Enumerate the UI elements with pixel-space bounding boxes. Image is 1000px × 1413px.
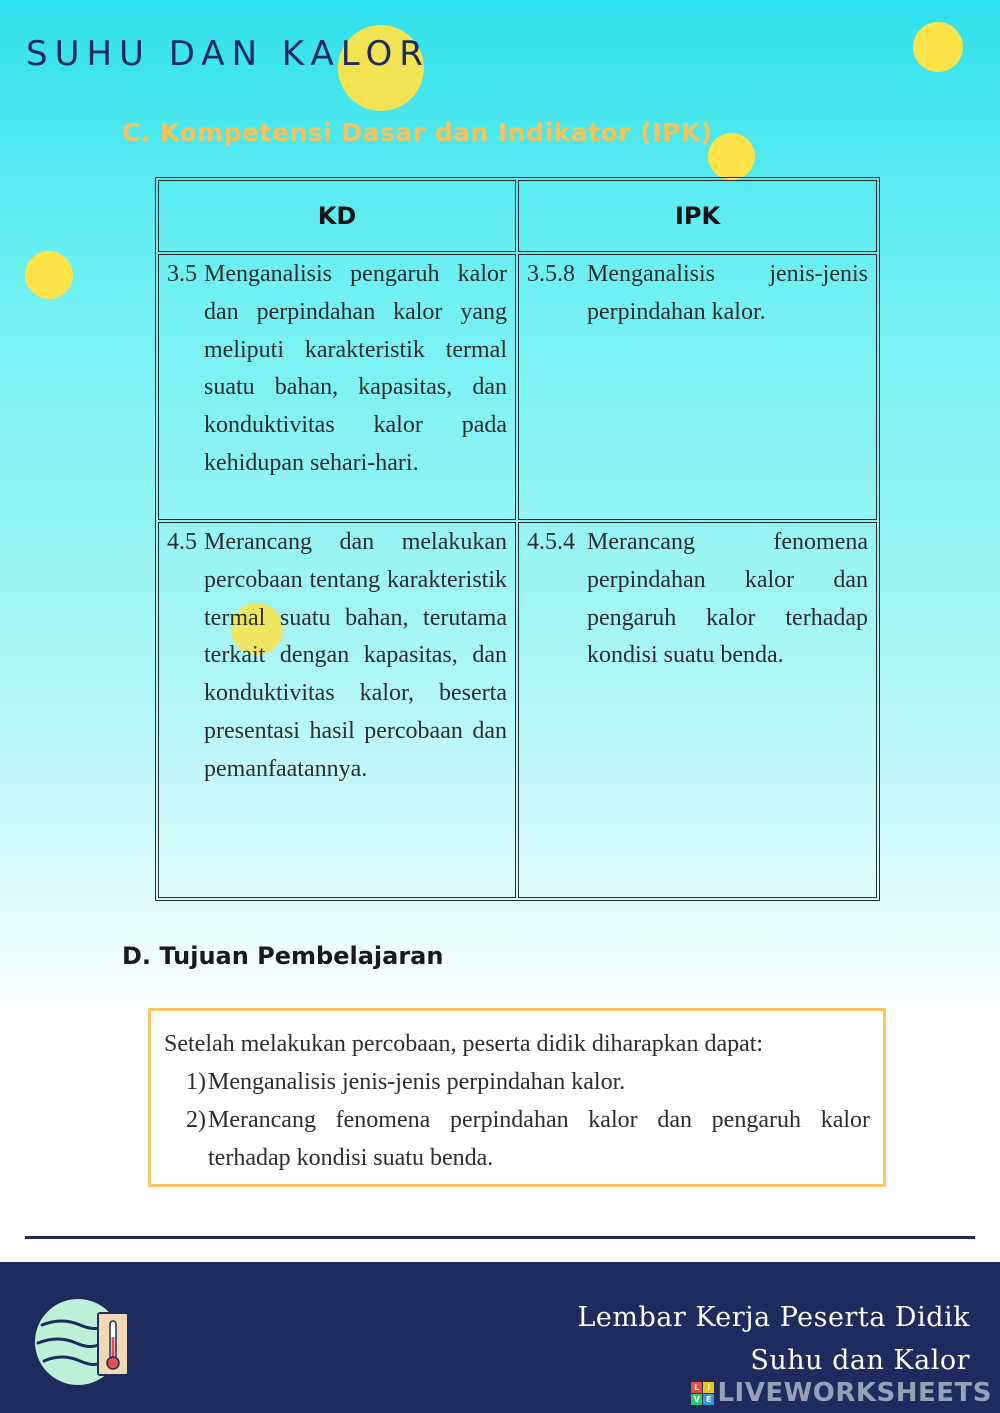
goal-number: 2)	[186, 1107, 206, 1133]
kd-number: 3.5	[167, 261, 197, 287]
kd-text: Merancang dan melakukan percobaan tentang karakteristik termal suatu bahan, terutama terkait dengan kapasitas, dan konduktivitas kalor, beserta presentasi hasil percobaan dan pemanfaatannya.	[204, 529, 507, 782]
goal-text: Merancang fenomena perpindahan kalor dan pengaruh kalor terhadap kondisi suatu benda.	[208, 1107, 870, 1171]
decor-dot	[708, 133, 755, 180]
footer	[0, 1262, 1000, 1413]
globe-thermometer-icon	[32, 1295, 132, 1390]
list-item	[164, 1063, 870, 1101]
section-d-heading: D. Tujuan Pembelajaran	[122, 942, 444, 970]
goal-number: 1)	[186, 1069, 206, 1095]
table-row	[158, 254, 877, 520]
page-title: SUHU DAN KALOR	[26, 34, 430, 74]
table-row	[158, 522, 877, 898]
liveworksheets-logo-icon: L I V E	[691, 1382, 714, 1405]
decor-dot	[25, 251, 73, 299]
goals-list	[164, 1063, 870, 1177]
footer-subtitle: Suhu dan Kalor	[750, 1345, 970, 1376]
ipk-number: 3.5.8	[527, 261, 575, 287]
footer-title: Lembar Kerja Peserta Didik	[577, 1302, 970, 1333]
kd-cell	[158, 522, 516, 898]
kd-text: Menganalisis pengaruh kalor dan perpindahan kalor yang meliputi karakteristik termal suatu bahan, kapasitas, dan konduktivitas kalor pada kehidupan sehari-hari.	[204, 261, 507, 476]
liveworksheets-watermark	[691, 1378, 992, 1408]
kd-number: 4.5	[167, 529, 197, 555]
kd-cell	[158, 254, 516, 520]
learning-goals-box	[148, 1008, 886, 1187]
list-item	[164, 1101, 870, 1177]
goals-intro: Setelah melakukan percobaan, peserta didik diharapkan dapat:	[164, 1031, 764, 1057]
goal-text: Menganalisis jenis-jenis perpindahan kalor.	[208, 1069, 626, 1095]
ipk-text: Merancang fenomena perpindahan kalor dan pengaruh kalor terhadap kondisi suatu benda.	[587, 529, 868, 669]
decor-dot	[913, 22, 963, 72]
ipk-cell	[518, 522, 877, 898]
ipk-cell	[518, 254, 877, 520]
kd-ipk-table	[155, 177, 880, 901]
column-header-ipk: IPK	[518, 180, 877, 252]
ipk-text: Menganalisis jenis-jenis perpindahan kalor.	[587, 261, 868, 325]
ipk-number: 4.5.4	[527, 529, 575, 555]
section-c-heading: C. Kompetensi Dasar dan Indikator (IPK)	[122, 118, 713, 147]
divider	[25, 1236, 975, 1239]
watermark-text: LIVEWORKSHEETS	[717, 1378, 992, 1408]
table-header-row	[158, 180, 877, 252]
column-header-kd: KD	[158, 180, 516, 252]
